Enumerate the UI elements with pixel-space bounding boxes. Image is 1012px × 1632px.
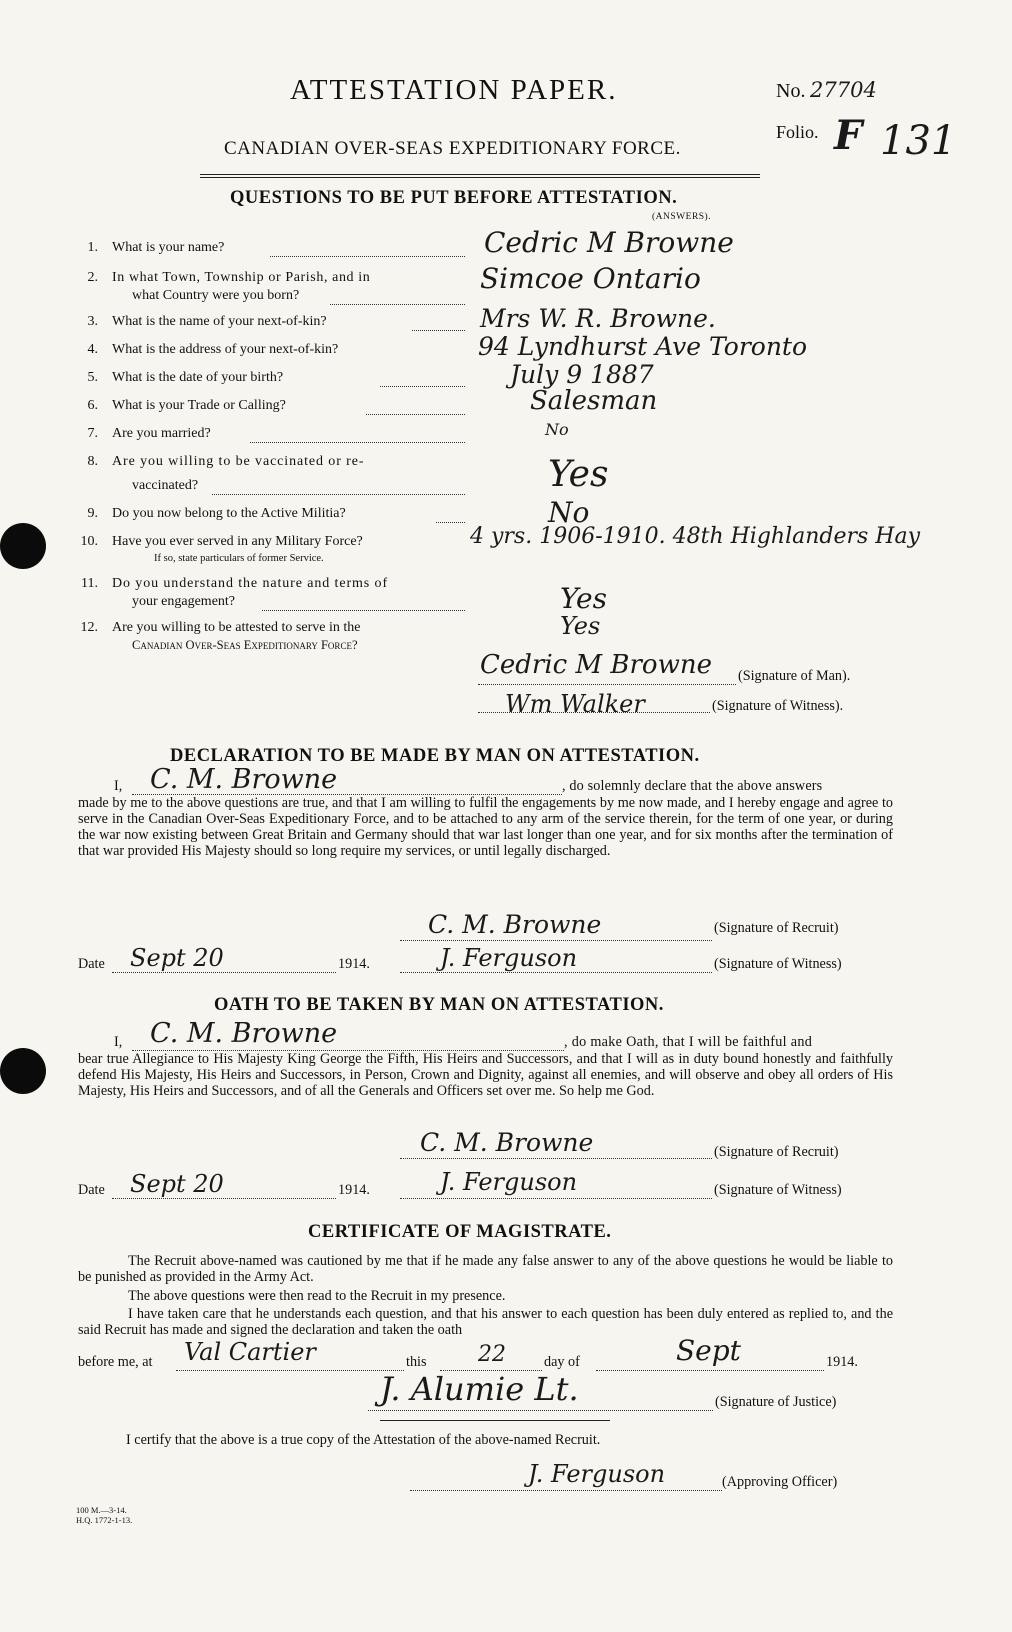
oath-witness-signature: J. Ferguson [440, 1168, 578, 1196]
signature-line [400, 940, 712, 941]
question-text: Are you willing to be attested to serve in the [112, 620, 361, 635]
justice-signature: J. Alumie Lt. [380, 1370, 579, 1408]
question-number: 11. [81, 576, 98, 591]
signature-line [400, 1198, 712, 1199]
footer-print-code: 100 M.—3-14. [76, 1505, 127, 1515]
questions-section-title: QUESTIONS TO BE PUT BEFORE ATTESTATION. [230, 188, 678, 208]
oath-line1-text: , do make Oath, that I will be faithful and [564, 1034, 813, 1050]
signature-of-witness: Wm Walker [505, 690, 645, 718]
signature-of-man-label: (Signature of Man). [738, 668, 851, 684]
answer-militia: No [548, 496, 590, 529]
oath-recruit-signature-label: (Signature of Recruit) [714, 1144, 839, 1160]
declaration-line1-text: , do solemnly declare that the above answers [562, 778, 823, 794]
oath-date: Sept 20 [130, 1170, 224, 1198]
question-leader [212, 494, 465, 495]
signature-of-man: Cedric M Browne [480, 650, 712, 680]
folio-value: 131 [880, 118, 957, 164]
question-text-continued: your engagement? [132, 594, 236, 609]
declaration-recruit-signature-label: (Signature of Recruit) [714, 920, 839, 936]
declaration-witness-signature: J. Ferguson [440, 944, 578, 972]
declaration-i-label: I, [114, 778, 123, 794]
question-number: 7. [87, 426, 98, 441]
certificate-this-label: this [406, 1354, 427, 1370]
question-text: What is your name? [112, 240, 225, 255]
answer-military-service: 4 yrs. 1906-1910. 48th Highlanders Hay [470, 524, 921, 549]
question-number: 3. [87, 314, 98, 329]
justice-signature-label: (Signature of Justice) [715, 1394, 837, 1410]
declaration-body: made by me to the above questions are true, and that I am willing to fulfil the engagements by me now made, and I hereby engage and agree to serve in the Canadian Over-Seas Expeditionary Force, and to be attached to any arm of the service therein, for the term of one year, or during the war now existing between Great Britain and Germany should that war last longer than one year, and for six months after the termination of that war provided His Majesty should so long require my services, or until legally discharged. [78, 795, 893, 859]
number-label: No. [776, 80, 806, 102]
oath-witness-signature-label: (Signature of Witness) [714, 1182, 842, 1198]
question-text: What is your Trade or Calling? [112, 398, 286, 413]
approving-officer-signature: J. Ferguson [528, 1460, 666, 1488]
signature-of-witness-label: (Signature of Witness). [712, 698, 844, 714]
certificate-paragraph-3: I have taken care that he understands each question, and that his answer to each question has been duly entered as replied to, and the said Recruit has made and signed the declaration and taken the oath [78, 1306, 893, 1338]
declaration-recruit-signature: C. M. Browne [428, 910, 602, 939]
certificate-year: 1914. [826, 1354, 858, 1370]
question-text-continued: Canadian Over-Seas Expeditionary Force? [132, 638, 358, 652]
question-leader [250, 442, 465, 443]
question-note: If so, state particulars of former Service. [154, 553, 324, 564]
signature-line [410, 1490, 722, 1491]
question-leader [380, 386, 465, 387]
oath-title: OATH TO BE TAKEN BY MAN ON ATTESTATION. [214, 995, 664, 1015]
question-text: Are you willing to be vaccinated or re- [112, 454, 365, 469]
number-value: 27704 [810, 78, 877, 102]
certificate-rule [380, 1420, 610, 1421]
question-text-continued: vaccinated? [132, 478, 199, 493]
question-text-continued: what Country were you born? [132, 288, 300, 303]
question-text: What is the name of your next-of-kin? [112, 314, 327, 329]
question-text: What is the address of your next-of-kin? [112, 342, 339, 357]
signature-line [400, 972, 712, 973]
page-title: ATTESTATION PAPER. [290, 74, 618, 106]
answer-next-of-kin-address: 94 Lyndhurst Ave Toronto [478, 332, 808, 361]
answer-birthplace: Simcoe Ontario [480, 262, 701, 295]
declaration-date-label: Date [78, 956, 105, 972]
answer-name: Cedric M Browne [484, 226, 734, 259]
question-leader [330, 304, 465, 305]
question-leader [436, 522, 465, 523]
declaration-date: Sept 20 [130, 944, 224, 972]
question-number: 6. [87, 398, 98, 413]
declaration-date-line [112, 972, 336, 973]
declaration-year: 1914. [338, 956, 370, 972]
answer-vaccinated: Yes [548, 454, 609, 495]
approving-officer-label: (Approving Officer) [722, 1474, 838, 1490]
signature-line [400, 1158, 712, 1159]
answer-birth-date: July 9 1887 [510, 360, 654, 389]
certificate-place-line [176, 1370, 404, 1371]
answer-next-of-kin: Mrs W. R. Browne. [480, 304, 716, 333]
oath-year: 1914. [338, 1182, 370, 1198]
signature-line [478, 684, 736, 685]
folio-label: Folio. [776, 122, 819, 142]
question-number: 9. [87, 506, 98, 521]
question-text: Have you ever served in any Military Force? [112, 534, 363, 549]
oath-body: bear true Allegiance to His Majesty King George the Fifth, His Heirs and Successors, and that I will as in duty bound honestly and faithfully defend His Majesty, His Heirs and Successors, in Person, Crown and Dignity, against all enemies, and will observe and obey all orders of His Majesty, His Heirs and Successors, and of all the Generals and Officers set over me. So help me God. [78, 1051, 893, 1099]
certificate-month-line [596, 1370, 824, 1371]
certificate-month: Sept [676, 1334, 741, 1367]
certificate-day: 22 [478, 1342, 506, 1367]
header-rule-2 [200, 177, 760, 178]
question-number: 1. [87, 240, 98, 255]
question-text: In what Town, Township or Parish, and in [112, 270, 371, 285]
punch-hole-top [0, 523, 46, 569]
oath-date-label: Date [78, 1182, 105, 1198]
question-leader [262, 610, 465, 611]
certificate-place: Val Cartier [184, 1338, 316, 1366]
certificate-paragraph-2: The above questions were then read to the Recruit in my presence. [128, 1288, 506, 1304]
footer-form-code: H.Q. 1772-1-13. [76, 1515, 133, 1525]
question-text: Do you understand the nature and terms of [112, 576, 389, 591]
question-text: Do you now belong to the Active Militia? [112, 506, 346, 521]
question-leader [412, 330, 465, 331]
question-number: 12. [80, 620, 98, 635]
question-text: Are you married? [112, 426, 211, 441]
oath-recruit-name: C. M. Browne [150, 1018, 338, 1049]
declaration-witness-signature-label: (Signature of Witness) [714, 956, 842, 972]
declaration-title: DECLARATION TO BE MADE BY MAN ON ATTESTATION. [170, 746, 700, 766]
page-subtitle: CANADIAN OVER-SEAS EXPEDITIONARY FORCE. [224, 138, 681, 159]
certify-statement: I certify that the above is a true copy of the Attestation of the above-named Recruit. [126, 1432, 601, 1448]
question-leader [366, 414, 465, 415]
signature-line [368, 1410, 713, 1411]
question-text: What is the date of your birth? [112, 370, 284, 385]
punch-hole-bottom [0, 1048, 46, 1094]
question-number: 10. [80, 534, 98, 549]
question-leader [270, 256, 465, 257]
answer-willing-to-serve: Yes [560, 612, 601, 640]
question-number: 8. [87, 454, 98, 469]
oath-i-label: I, [114, 1034, 123, 1050]
certificate-before-label: before me, at [78, 1354, 153, 1370]
certificate-title: CERTIFICATE OF MAGISTRATE. [308, 1222, 612, 1242]
certificate-day-of-label: day of [544, 1354, 580, 1370]
oath-recruit-signature: C. M. Browne [420, 1128, 594, 1157]
signature-line [478, 712, 710, 713]
header-rule-1 [200, 174, 760, 175]
answer-trade: Salesman [530, 386, 658, 416]
question-number: 2. [87, 270, 98, 285]
oath-date-line [112, 1198, 336, 1199]
folio-mark-scribble: F [834, 112, 863, 159]
declaration-recruit-name: C. M. Browne [150, 764, 338, 795]
answers-label: (ANSWERS). [652, 212, 712, 222]
answer-married: No [545, 420, 569, 439]
answer-understand-terms: Yes [560, 582, 607, 615]
certificate-paragraph-1: The Recruit above-named was cautioned by me that if he made any false answer to any of the above questions he would be liable to be punished as provided in the Army Act. [78, 1253, 893, 1285]
question-number: 5. [87, 370, 98, 385]
question-number: 4. [87, 342, 98, 357]
